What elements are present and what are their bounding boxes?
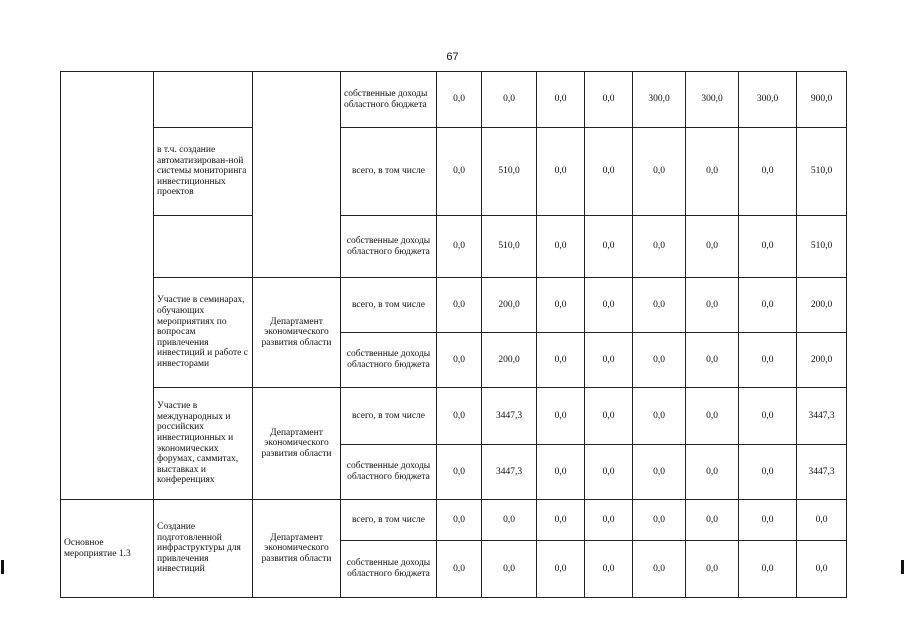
value-cell: 0,0 [437, 278, 482, 333]
value-cell: 0,0 [585, 333, 633, 388]
department-name: Департамент экономического развития области [253, 388, 341, 500]
table-row [61, 388, 847, 445]
department-cell-empty [253, 72, 341, 278]
total-cell: 0,0 [797, 500, 847, 541]
value-cell: 510,0 [482, 216, 537, 278]
funding-source: всего, в том числе [341, 128, 437, 216]
value-cell: 0,0 [633, 278, 686, 333]
value-cell: 0,0 [686, 216, 739, 278]
value-cell: 0,0 [739, 128, 797, 216]
total-cell: 3447,3 [797, 388, 847, 445]
value-cell: 0,0 [482, 541, 537, 598]
value-cell: 0,0 [437, 333, 482, 388]
main-activity-cell-empty [61, 72, 154, 500]
value-cell: 0,0 [633, 216, 686, 278]
value-cell: 0,0 [686, 388, 739, 445]
funding-source: собственные доходы областного бюджета [341, 541, 437, 598]
value-cell: 0,0 [537, 541, 585, 598]
scan-edge-mark-right [901, 560, 904, 574]
value-cell: 0,0 [686, 541, 739, 598]
value-cell: 0,0 [739, 388, 797, 445]
value-cell: 0,0 [537, 445, 585, 500]
activity-name: Участие в семинарах, обучающих мероприятиях по вопросам привлечения инвестиций и работе с инвесторами [154, 278, 253, 388]
table-row [61, 128, 847, 216]
table-row [61, 500, 847, 541]
value-cell: 300,0 [633, 72, 686, 128]
activity-cell-empty [154, 216, 253, 278]
activity-name: в т.ч. создание автоматизирован-ной системы мониторинга инвестиционных проектов [154, 128, 253, 216]
value-cell: 0,0 [585, 388, 633, 445]
value-cell: 0,0 [686, 500, 739, 541]
value-cell: 0,0 [537, 128, 585, 216]
value-cell: 0,0 [633, 333, 686, 388]
total-cell: 510,0 [797, 128, 847, 216]
value-cell: 0,0 [739, 541, 797, 598]
value-cell: 0,0 [537, 72, 585, 128]
value-cell: 0,0 [437, 388, 482, 445]
funding-source: всего, в том числе [341, 278, 437, 333]
funding-source: всего, в том числе [341, 500, 437, 541]
value-cell: 0,0 [585, 216, 633, 278]
value-cell: 0,0 [585, 72, 633, 128]
value-cell: 0,0 [437, 72, 482, 128]
table-row [61, 72, 847, 128]
funding-source: всего, в том числе [341, 388, 437, 445]
value-cell: 0,0 [482, 72, 537, 128]
value-cell: 0,0 [686, 128, 739, 216]
value-cell: 3447,3 [482, 388, 537, 445]
value-cell: 0,0 [437, 500, 482, 541]
value-cell: 0,0 [739, 278, 797, 333]
value-cell: 0,0 [739, 500, 797, 541]
value-cell: 0,0 [585, 500, 633, 541]
activity-cell-empty [154, 72, 253, 128]
value-cell: 0,0 [482, 500, 537, 541]
value-cell: 0,0 [633, 388, 686, 445]
funding-source: собственные доходы областного бюджета [341, 216, 437, 278]
funding-source: собственные доходы областного бюджета [341, 333, 437, 388]
value-cell: 200,0 [482, 333, 537, 388]
activity-name: Участие в международных и российских инвестиционных и экономических форумах, саммитах, выставках и конференциях [154, 388, 253, 500]
value-cell: 0,0 [739, 333, 797, 388]
page-number: 67 [446, 51, 459, 63]
value-cell: 0,0 [686, 445, 739, 500]
funding-source: собственные доходы областного бюджета [341, 72, 437, 128]
value-cell: 0,0 [537, 278, 585, 333]
value-cell: 200,0 [482, 278, 537, 333]
value-cell: 300,0 [739, 72, 797, 128]
value-cell: 0,0 [585, 541, 633, 598]
table-row [61, 278, 847, 333]
department-name: Департамент экономического развития области [253, 278, 341, 388]
total-cell: 3447,3 [797, 445, 847, 500]
value-cell: 0,0 [739, 445, 797, 500]
total-cell: 200,0 [797, 278, 847, 333]
value-cell: 0,0 [537, 333, 585, 388]
total-cell: 900,0 [797, 72, 847, 128]
value-cell: 0,0 [686, 278, 739, 333]
budget-table [60, 71, 847, 598]
total-cell: 200,0 [797, 333, 847, 388]
total-cell: 0,0 [797, 541, 847, 598]
value-cell: 0,0 [686, 333, 739, 388]
value-cell: 300,0 [686, 72, 739, 128]
value-cell: 0,0 [633, 128, 686, 216]
value-cell: 0,0 [537, 388, 585, 445]
value-cell: 0,0 [633, 445, 686, 500]
value-cell: 0,0 [739, 216, 797, 278]
value-cell: 0,0 [585, 445, 633, 500]
value-cell: 0,0 [585, 128, 633, 216]
value-cell: 0,0 [585, 278, 633, 333]
main-activity-label: Основное мероприятие 1.3 [61, 500, 154, 598]
value-cell: 0,0 [633, 500, 686, 541]
funding-source: собственные доходы областного бюджета [341, 445, 437, 500]
scan-edge-mark-left [1, 560, 4, 574]
activity-name: Создание подготовленной инфраструктуры для привлечения инвестиций [154, 500, 253, 598]
value-cell: 0,0 [537, 216, 585, 278]
value-cell: 3447,3 [482, 445, 537, 500]
value-cell: 510,0 [482, 128, 537, 216]
value-cell: 0,0 [437, 128, 482, 216]
department-name: Департамент экономического развития области [253, 500, 341, 598]
value-cell: 0,0 [437, 445, 482, 500]
table-row [61, 216, 847, 278]
value-cell: 0,0 [633, 541, 686, 598]
value-cell: 0,0 [537, 500, 585, 541]
value-cell: 0,0 [437, 216, 482, 278]
total-cell: 510,0 [797, 216, 847, 278]
value-cell: 0,0 [437, 541, 482, 598]
